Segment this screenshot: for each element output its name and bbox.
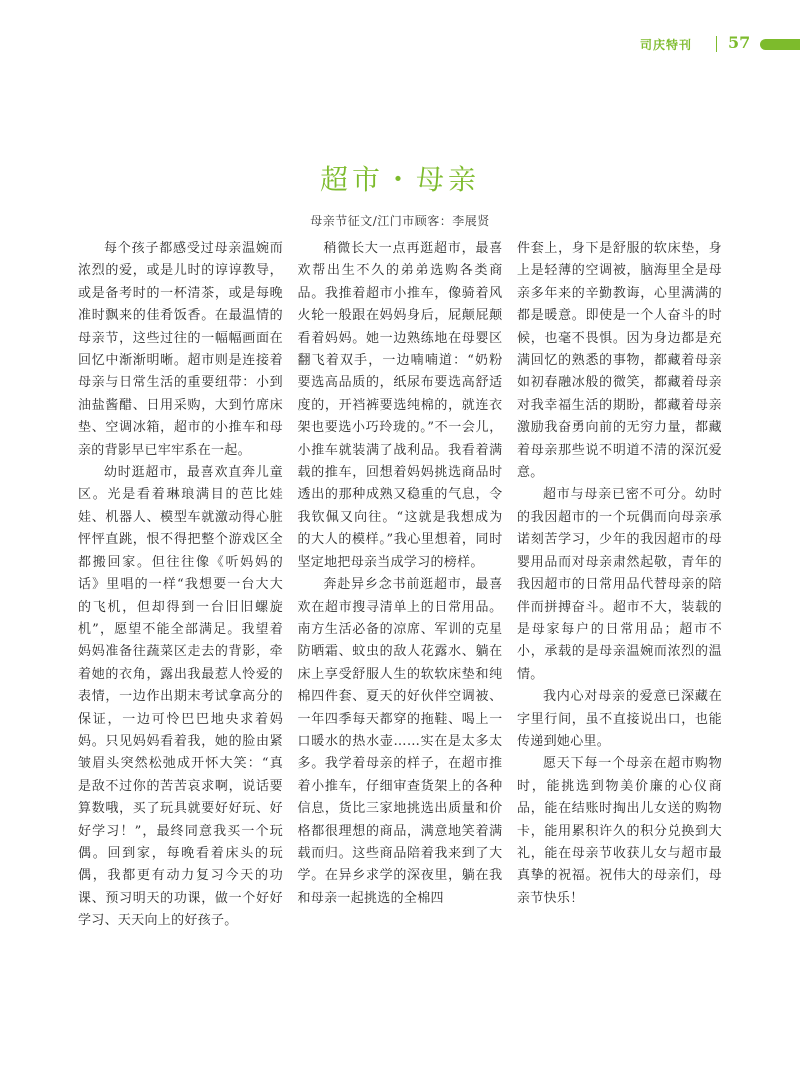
article-body	[78, 238, 722, 933]
article-byline: 母亲节征文/江门市顾客：李展贤	[310, 214, 490, 228]
section-label: 司庆特刊	[640, 38, 693, 52]
header-divider	[716, 36, 717, 52]
paragraph: 稍微长大一点再逛超市，最喜欢帮出生不久的弟弟选购各类商品。我推着超市小推车，像骑着风火轮一般跟在妈妈身后，屁颠屁颠看着妈妈。她一边熟练地在母婴区翻飞着双手，一边喃喃道：“奶粉要选高品质的，纸尿布要选高舒适度的，开裆裤要选纯棉的，就连衣架也要选小巧玲珑的。”不一会儿，小推车就装满了战利品。我看着满载的推车，回想着妈妈挑选商品时透出的那种成熟又稳重的气息，令我钦佩又向往。“这就是我想成为的大人的模样。”我心里想着，同时坚定地把母亲当成学习的榜样。	[297, 241, 503, 570]
text-column-3	[517, 238, 722, 933]
paragraph: 幼时逛超市，最喜欢直奔儿童区。光是看着琳琅满目的芭比娃娃、机器人、模型车就激动得心脏怦怦直跳，恨不得把整个游戏区全都搬回家。但往往像《听妈妈的话》里唱的一样“我想要一台大大的飞机，但却得到一台旧旧螺旋机”，愿望不能全部满足。我望着妈妈准备往蔬菜区走去的背影，牵着她的衣角，露出我最惹人怜爱的表情，一边作出期末考试拿高分的保证，一边可怜巴巴地央求着妈妈。只见妈妈看着我，她的脸由紧皱眉头突然松弛成开怀大笑：“真是敌不过你的苦苦哀求啊，说话要算数哦，买了玩具就要好好玩、好好学习！”，最终同意我买一个玩偶。回到家，每晚看着床头的玩偶，我都更有动力复习今天的功课、预习明天的功课，做一个好好学习、天天向上的好孩子。	[78, 465, 283, 929]
article-title: 超市・母亲	[319, 163, 480, 196]
page-number: 57	[728, 33, 751, 52]
text-column-1	[78, 238, 283, 933]
paragraph: 件套上，身下是舒服的软床垫，身上是轻薄的空调被，脑海里全是母亲多年来的辛勤教诲，心里满满的都是暖意。即使是一个人奋斗的时候，也毫不畏惧。因为身边都是充满回忆的熟悉的事物，都藏着母亲如初春融冰般的微笑，都藏着母亲对我幸福生活的期盼，都藏着母亲激励我奋勇向前的无穷力量，都藏着母亲那些说不明道不清的深沉爱意。	[517, 241, 722, 481]
paragraph: 奔赴异乡念书前逛超市，最喜欢在超市搜寻清单上的日常用品。南方生活必备的凉席、军训的克星防晒霜、蚊虫的敌人花露水、躺在床上享受舒服人生的软软床垫和纯棉四件套、夏天的好伙伴空调被、一年四季每天都穿的拖鞋、喝上一口暖水的热水壶……实在是太多太多。我学着母亲的样子，在超市推着小推车，仔细审查货架上的各种信息，货比三家地挑选出质量和价格都很理想的商品，满意地笑着满载而归。这些商品陪着我来到了大学。在异乡求学的深夜里，躺在我和母亲一起挑选的全棉四	[297, 577, 503, 906]
paragraph: 愿天下每一个母亲在超市购物时，能挑选到物美价廉的心仪商品，能在结账时掏出儿女送的购物卡，能用累积许久的积分兑换到大礼，能在母亲节收获儿女与超市最真挚的祝福。祝伟大的母亲们，母亲节快乐！	[517, 756, 722, 906]
header-accent-bar	[760, 39, 800, 50]
paragraph: 每个孩子都感受过母亲温婉而浓烈的爱，或是儿时的谆谆教导，或是备考时的一杯清茶，或是每晚准时飘来的佳肴饭香。在最温情的母亲节，这些过往的一幅幅画面在回忆中渐渐明晰。超市则是连接着母亲与日常生活的重要纽带：小到油盐酱醋、日用采购，大到竹席床垫、空调冰箱，超市的小推车和母亲的背影早已牢牢系在一起。	[78, 241, 283, 458]
paragraph: 超市与母亲已密不可分。幼时的我因超市的一个玩偶而向母亲承诺刻苦学习，少年的我因超市的母婴用品而对母亲肃然起敬，青年的我因超市的日常用品代替母亲的陪伴而拼搏奋斗。超市不大，装载的是母家每户的日常用品；超市不小，承载的是母亲温婉而浓烈的温情。	[517, 487, 722, 682]
page-header	[0, 34, 800, 56]
text-column-2	[298, 238, 503, 933]
paragraph: 我内心对母亲的爱意已深藏在字里行间，虽不直接说出口，也能传递到她心里。	[517, 689, 722, 749]
